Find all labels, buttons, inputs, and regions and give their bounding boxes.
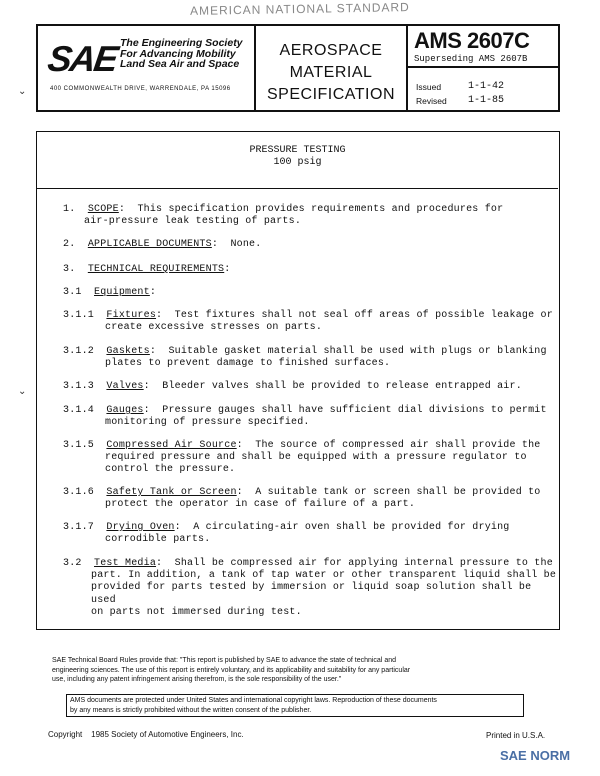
section-text: control the pressure. (105, 464, 236, 476)
section-heading: Equipment (94, 287, 150, 298)
section-3: 3. TECHNICAL REQUIREMENTS: (63, 264, 231, 275)
copyright-notice-box (66, 694, 524, 717)
specification-body (36, 131, 560, 630)
section-heading: Gauges (106, 405, 144, 416)
section-number: 3.1.3 (63, 381, 95, 392)
section-heading: Gaskets (106, 346, 150, 357)
margin-mark: ⌄ (18, 86, 27, 97)
section-heading: Valves (106, 381, 144, 392)
ams-number: AMS 2607C (414, 28, 530, 53)
section-number: 3.1.6 (63, 487, 95, 498)
section-text: part. In addition, a tank of tap water or other transparent liquid shall be (91, 570, 557, 582)
technical-board-rules (52, 656, 532, 685)
printed-in: Printed in U.S.A. (486, 731, 546, 740)
spec-type-title (256, 40, 406, 106)
issued-label: Issued (416, 82, 442, 92)
section-heading: Compressed Air Source (106, 440, 237, 451)
document-subtitle: 100 psig (273, 157, 322, 168)
section-3-1-3: 3.1.3 Valves: Bleeder valves shall be provided to release entrapped air. (63, 381, 522, 392)
section-text: Test fixtures shall not seal off areas of possible leakage or (174, 310, 553, 321)
section-text: create excessive stresses on parts. (105, 322, 323, 334)
rules-line: use, including any patent infringement arising therefrom, is the sole responsibility of the user." (52, 676, 342, 683)
copyright-owner: Society of Automotive Engineers, Inc. (111, 730, 244, 739)
section-3-1-2: 3.1.2 Gaskets: Suitable gasket material shall be used with plugs or blanking plates to prevent damage to finished surfaces. (63, 346, 547, 370)
section-3-1: 3.1 Equipment: (63, 287, 157, 298)
notice-line: by any means is strictly prohibited without the written consent of the publisher. (70, 706, 312, 714)
section-3-1-6: 3.1.6 Safety Tank or Screen: A suitable tank or screen shall be provided to protect the operator in case of failure of a part. (63, 487, 541, 511)
section-3-1-7: 3.1.7 Drying Oven: A circulating-air oven shall be provided for drying corrodible parts. (63, 522, 510, 546)
revised-date: 1-1-85 (468, 95, 505, 106)
section-2: 2. APPLICABLE DOCUMENTS: None. (63, 239, 262, 250)
section-text: This specification provides requirements and procedures for (137, 204, 504, 215)
spec-type-line: MATERIAL (289, 64, 373, 81)
top-stamp: AMERICAN NATIONAL STANDARD (189, 0, 410, 18)
issued-date: 1-1-42 (468, 81, 505, 92)
section-text: The source of compressed air shall provide the (255, 440, 541, 451)
section-heading: APPLICABLE DOCUMENTS (87, 239, 212, 250)
section-text: Bleeder valves shall be provided to release entrapped air. (162, 381, 522, 392)
section-text: on parts not immersed during test. (91, 606, 302, 618)
section-text: Shall be compressed air for applying internal pressure to the (174, 558, 553, 569)
section-text: air-pressure leak testing of parts. (84, 216, 302, 228)
sae-address: 400 COMMONWEALTH DRIVE, WARRENDALE, PA 15096 (50, 86, 231, 92)
section-text: monitoring of pressure specified. (105, 417, 310, 429)
section-text: A suitable tank or screen shall be provided to (255, 487, 541, 498)
section-text: Suitable gasket material shall be used with plugs or blanking (168, 346, 547, 357)
section-text: corrodible parts. (105, 534, 211, 546)
document-title: PRESSURE TESTING (249, 145, 346, 156)
section-heading: Test Media (94, 558, 157, 569)
tagline-line: Land Sea Air and Space (120, 58, 240, 70)
section-number: 3.1.5 (63, 440, 95, 451)
notice-line: AMS documents are protected under United States and international copyright laws. Reproduction of these documents (70, 697, 437, 704)
section-heading: TECHNICAL REQUIREMENTS (87, 264, 225, 275)
superseding-note: Superseding AMS 2607B (414, 54, 528, 64)
copyright-line (48, 730, 244, 739)
section-number: 3. (63, 264, 76, 275)
section-3-1-1: 3.1.1 Fixtures: Test fixtures shall not seal off areas of possible leakage or create excessive stresses on parts. (63, 310, 553, 334)
revised-label: Revised (416, 96, 447, 106)
watermark: SAE NORM (500, 748, 571, 763)
section-text: Pressure gauges shall have sufficient dial divisions to permit (162, 405, 547, 416)
rules-line: SAE Technical Board Rules provide that: "This report is published by SAE to advance the state of technical and (52, 657, 396, 664)
section-number: 3.1 (63, 287, 82, 298)
sae-tagline (120, 38, 260, 70)
section-3-2: 3.2 Test Media: Shall be compressed air for applying internal pressure to the part. In addition, a tank of tap water or other transparent liquid shall be provided for parts tested by immersion or liquid soap solution shall be used on parts not immersed during test. (63, 558, 559, 619)
section-text: None. (230, 239, 262, 250)
section-number: 3.1.1 (63, 310, 95, 321)
section-heading: Safety Tank or Screen (106, 487, 237, 498)
section-heading: Drying Oven (106, 522, 175, 533)
section-text: protect the operator in case of failure of a part. (105, 499, 416, 511)
tagline-line: The Engineering Society (120, 37, 243, 49)
section-number: 2. (63, 239, 76, 250)
section-3-1-4: 3.1.4 Gauges: Pressure gauges shall have sufficient dial divisions to permit monitoring of pressure specified. (63, 405, 547, 429)
section-text: A circulating-air oven shall be provided for drying (193, 522, 510, 533)
section-text: plates to prevent damage to finished surfaces. (105, 358, 391, 370)
section-text: required pressure and shall be equipped with a pressure regulator to (105, 452, 527, 464)
section-1: 1. SCOPE: This specification provides requirements and procedures for air-pressure leak testing of parts. (63, 204, 504, 228)
section-number: 3.1.2 (63, 346, 95, 357)
margin-mark: ⌄ (18, 386, 27, 397)
section-number: 3.1.4 (63, 405, 95, 416)
header-rule (408, 66, 560, 68)
tagline-line: For Advancing Mobility (120, 47, 236, 60)
section-text: provided for parts tested by immersion or liquid soap solution shall be used (91, 582, 532, 606)
header-divider (406, 26, 408, 110)
copyright-year: 1985 (91, 730, 109, 739)
document-header (36, 24, 560, 112)
copyright-label: Copyright (48, 730, 83, 739)
title-block (37, 132, 558, 189)
section-number: 3.2 (63, 558, 82, 569)
rules-line: engineering sciences. The use of this report is entirely voluntary, and its applicability and suitability for any particular (52, 666, 411, 674)
section-heading: Fixtures (106, 310, 157, 321)
section-heading: SCOPE (87, 204, 119, 215)
section-number: 3.1.7 (63, 522, 95, 533)
spec-type-line: AEROSPACE (279, 42, 383, 59)
spec-type-line: SPECIFICATION (267, 86, 395, 103)
section-3-1-5: 3.1.5 Compressed Air Source: The source of compressed air shall provide the required pressure and shall be equipped with a pressure regulator to control the pressure. (63, 440, 541, 476)
sae-logo: SAE (45, 38, 119, 79)
section-number: 1. (63, 204, 76, 215)
